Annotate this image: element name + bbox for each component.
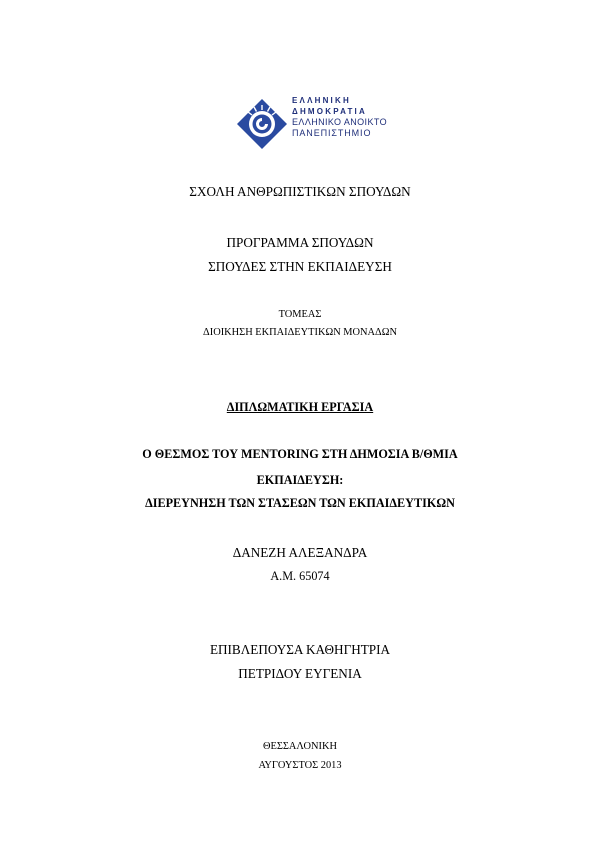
- place: ΘΕΣΣΑΛΟΝΙΚΗ: [262, 741, 338, 752]
- logo-line-4: ΠΑΝΕΠΙΣΤΗΜΙΟ: [292, 127, 372, 138]
- sector-name: ΔΙΟΙΚΗΣΗ ΕΚΠΑΙΔΕΥΤΙΚΩΝ ΜΟΝΑΔΩΝ: [203, 327, 397, 338]
- logo-line-1: ΕΛΛΗΝΙΚΗ: [292, 96, 351, 105]
- thesis-title-line-1: Ο ΘΕΣΜΟΣ ΤΟΥ MENTORING ΣΤΗ ΔΗΜΟΣΙΑ Β/ΘΜΙΑ: [142, 447, 458, 461]
- document-type: ΔΙΠΛΩΜΑΤΙΚΗ ΕΡΓΑΣΙΑ: [226, 400, 374, 414]
- author-name: ΔΑΝΕΖΗ ΑΛΕΞΑΝΔΡΑ: [232, 545, 368, 560]
- date: ΑΥΓΟΥΣΤΟΣ 2013: [258, 760, 342, 771]
- university-logo: [234, 96, 387, 152]
- program-subtitle: ΣΠΟΥΔΕΣ ΣΤΗΝ ΕΚΠΑΙΔΕΥΣΗ: [208, 259, 392, 274]
- thesis-title-line-3: ΔΙΕΡΕΥΝΗΣΗ ΤΩΝ ΣΤΑΣΕΩΝ ΤΩΝ ΕΚΠΑΙΔΕΥΤΙΚΩΝ: [145, 496, 455, 510]
- author-id: Α.Μ. 65074: [270, 569, 330, 583]
- logo-text: [292, 96, 387, 138]
- program-title: ΠΡΟΓΡΑΜΜΑ ΣΠΟΥΔΩΝ: [226, 235, 374, 250]
- university-emblem-icon: [234, 96, 290, 152]
- logo-line-2: ΔΗΜΟΚΡΑΤΙΑ: [292, 106, 367, 116]
- thesis-title-line-2: ΕΚΠΑΙΔΕΥΣΗ:: [256, 473, 344, 487]
- logo-line-3: ΕΛΛΗΝΙΚΟ ΑΝΟΙΚΤΟ: [292, 117, 387, 128]
- supervisor-role: ΕΠΙΒΛΕΠΟΥΣΑ ΚΑΘΗΓΗΤΡΙΑ: [209, 642, 391, 657]
- sector-label: ΤΟΜΕΑΣ: [278, 309, 322, 320]
- school-name: ΣΧΟΛΗ ΑΝΘΡΩΠΙΣΤΙΚΩΝ ΣΠΟΥΔΩΝ: [189, 184, 411, 199]
- supervisor-name: ΠΕΤΡΙΔΟΥ ΕΥΓΕΝΙΑ: [238, 666, 362, 681]
